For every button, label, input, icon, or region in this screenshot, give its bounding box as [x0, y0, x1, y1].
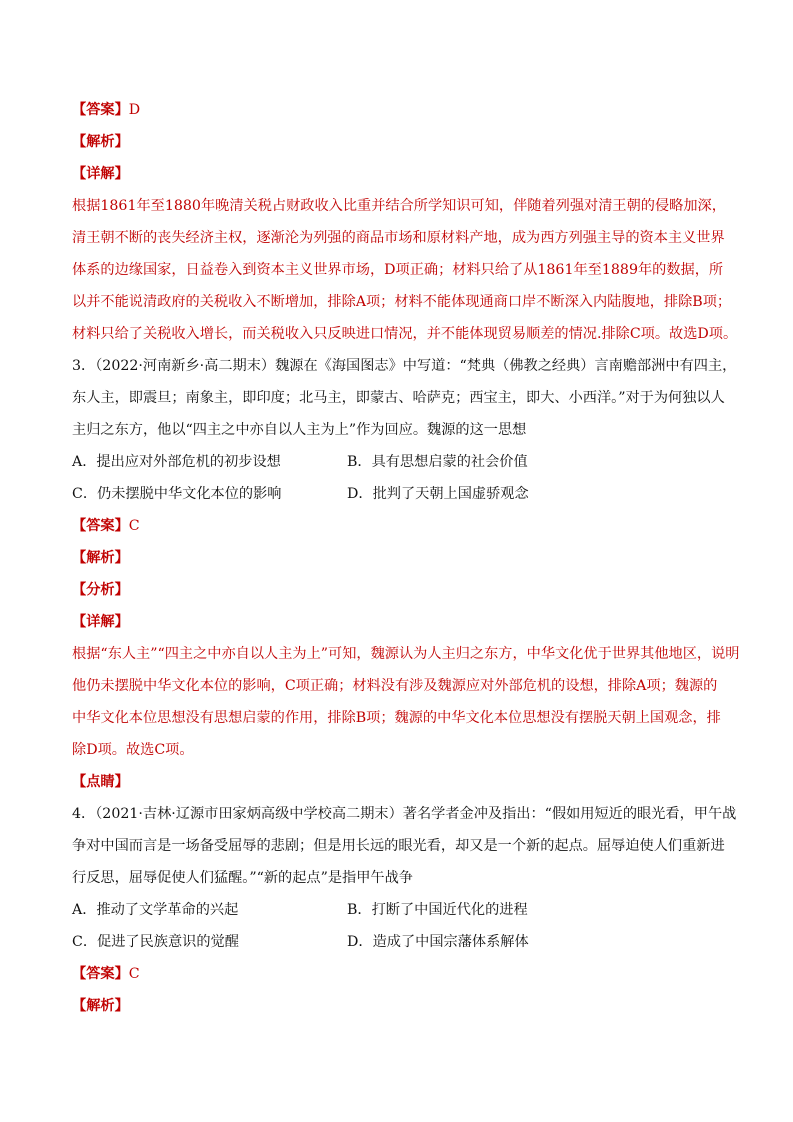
analysis-label: 【解析】 [72, 134, 129, 150]
analysis-label: 【解析】 [72, 550, 129, 566]
q3-option-d: D．批判了天朝上国虚骄观念 [347, 486, 529, 502]
q3-option-b: B．具有思想启蒙的社会价值 [347, 454, 528, 470]
q4-stem-line: 争对中国而言是一场备受屈辱的悲剧；但是用长远的眼光看，却又是一个新的起点。屈辱迫使人们重新进 [72, 838, 725, 854]
q2-detail-line: 以并不能说清政府的关税收入不断增加，排除A项；材料不能体现通商口岸不断深入内陆腹地，排除B项； [72, 294, 732, 310]
q3-detail-line: 中华文化本位思想没有思想启蒙的作用，排除B项；魏源的中华文化本位思想没有摆脱天朝上国观念，排 [72, 710, 721, 726]
q3-fenxi-label [72, 580, 129, 600]
q3-stem-line: 主归之东方，他以“四主之中亦自以人主为上”作为回应。魏源的这一思想 [72, 422, 527, 438]
q4-option-d: D．造成了中国宗藩体系解体 [347, 934, 529, 950]
q2-answer [72, 100, 140, 120]
q3-answer [72, 516, 140, 536]
answer-value: C [128, 518, 140, 534]
answer-value: D [128, 102, 141, 118]
q4-option-c: C．促进了民族意识的觉醒 [72, 934, 239, 950]
answer-label: 【答案】 [72, 518, 129, 534]
q3-analysis-label [72, 548, 129, 568]
q3-option-a: A．提出应对外部危机的初步设想 [72, 454, 281, 470]
q4-stem-line: 行反思，屈辱促使人们猛醒。”“新的起点”是指甲午战争 [72, 870, 413, 886]
q4-analysis-label [72, 996, 129, 1016]
q2-detail-line: 根据1861年至1880年晚清关税占财政收入比重并结合所学知识可知，伴随着列强对清王朝的侵略加深， [72, 198, 726, 214]
detail-label: 【详解】 [72, 614, 129, 630]
q4-stem-line: 4．（2021·吉林·辽源市田家炳高级中学校高二期末）著名学者金冲及指出：“假如用短近的眼光看，甲午战 [72, 806, 737, 822]
q3-detail-line: 除D项。故选C项。 [72, 742, 194, 758]
q4-option-a: A．推动了文学革命的兴起 [72, 902, 239, 918]
q3-dianjing-label [72, 772, 129, 792]
fenxi-label: 【分析】 [72, 582, 129, 598]
q2-analysis-label [72, 132, 129, 152]
q3-detail-label [72, 612, 129, 632]
q2-detail-line: 材料只给了关税收入增长，而关税收入只反映进口情况，并不能体现贸易顺差的情况.排除C项。故选D项。 [72, 326, 738, 342]
q2-detail-line: 清王朝不断的丧失经济主权，逐渐沦为列强的商品市场和原材料产地，成为西方列强主导的资本主义世界 [72, 230, 725, 246]
answer-value: C [128, 966, 140, 982]
analysis-label: 【解析】 [72, 998, 129, 1014]
q3-detail-line: 根据“东人主”“四主之中亦自以人主为上”可知，魏源认为人主归之东方，中华文化优于世界其他地区，说明 [72, 646, 740, 662]
answer-label: 【答案】 [72, 966, 129, 982]
answer-label: 【答案】 [72, 102, 129, 118]
q3-option-c: C．仍未摆脱中华文化本位的影响 [72, 486, 282, 502]
q3-stem-line: 3．（2022·河南新乡·高二期末）魏源在《海国图志》中写道：“梵典（佛教之经典）言南赡部洲中有四主， [72, 358, 737, 374]
q3-stem-line: 东人主，即震旦；南象主，即印度；北马主，即蒙古、哈萨克；西宝主，即大、小西洋。”对于为何独以人 [72, 390, 725, 406]
q3-detail-line: 他仍未摆脱中华文化本位的影响，C项正确；材料没有涉及魏源应对外部危机的设想，排除A项；魏源的 [72, 678, 718, 694]
q4-answer [72, 964, 140, 984]
dianjing-label: 【点睛】 [72, 774, 129, 790]
q4-option-b: B．打断了中国近代化的进程 [347, 902, 528, 918]
detail-label: 【详解】 [72, 166, 129, 182]
q2-detail-label [72, 164, 129, 184]
q2-detail-line: 体系的边缘国家，日益卷入到资本主义世界市场，D项正确；材料只给了从1861年至1889年的数据，所 [72, 262, 724, 278]
